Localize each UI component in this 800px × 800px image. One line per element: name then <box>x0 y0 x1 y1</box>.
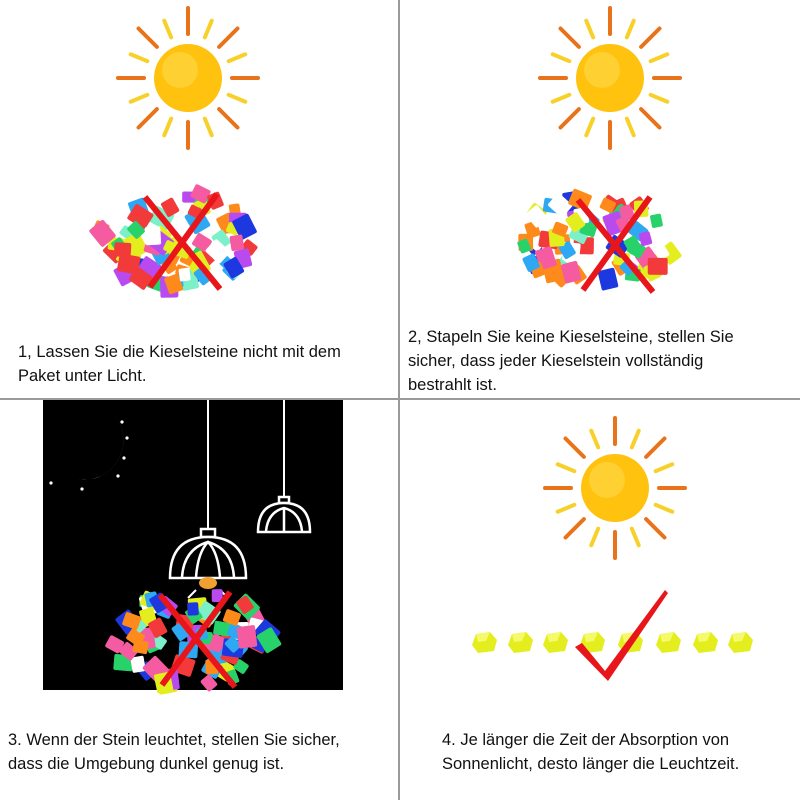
pendant-lamp-icon <box>170 529 246 578</box>
caption-line: 1, Lassen Sie die Kieselsteine nicht mit dem <box>18 343 341 361</box>
panel-4 <box>400 400 798 798</box>
caption-3 <box>8 728 340 776</box>
stars <box>49 420 128 490</box>
sun-icon <box>400 400 401 401</box>
pendant-lamp-icon <box>258 497 310 532</box>
caption-line: Sonnenlicht, desto länger die Leuchtzeit. <box>442 755 740 773</box>
caption-4 <box>442 728 739 776</box>
caption-line: 4. Je länger die Zeit der Absorption von <box>442 731 730 749</box>
caption-line: sicher, dass jeder Kieselstein vollständig <box>408 352 704 370</box>
horizontal-divider <box>0 398 800 400</box>
light-bulb <box>199 577 217 589</box>
caption-line: dass die Umgebung dunkel genug ist. <box>8 755 285 773</box>
x-cross-icon <box>150 590 250 690</box>
crescent-moon-icon <box>55 412 123 480</box>
caption-line: bestrahlt ist. <box>408 376 497 394</box>
caption-line: Paket unter Licht. <box>18 367 147 385</box>
pebble-pile <box>0 0 1 1</box>
vertical-divider <box>398 0 400 800</box>
caption-line: 2, Stapeln Sie keine Kieselsteine, stellen Sie <box>408 328 734 346</box>
checkmark-icon <box>570 585 690 705</box>
caption-line: 3. Wenn der Stein leuchtet, stellen Sie sicher, <box>8 731 340 749</box>
